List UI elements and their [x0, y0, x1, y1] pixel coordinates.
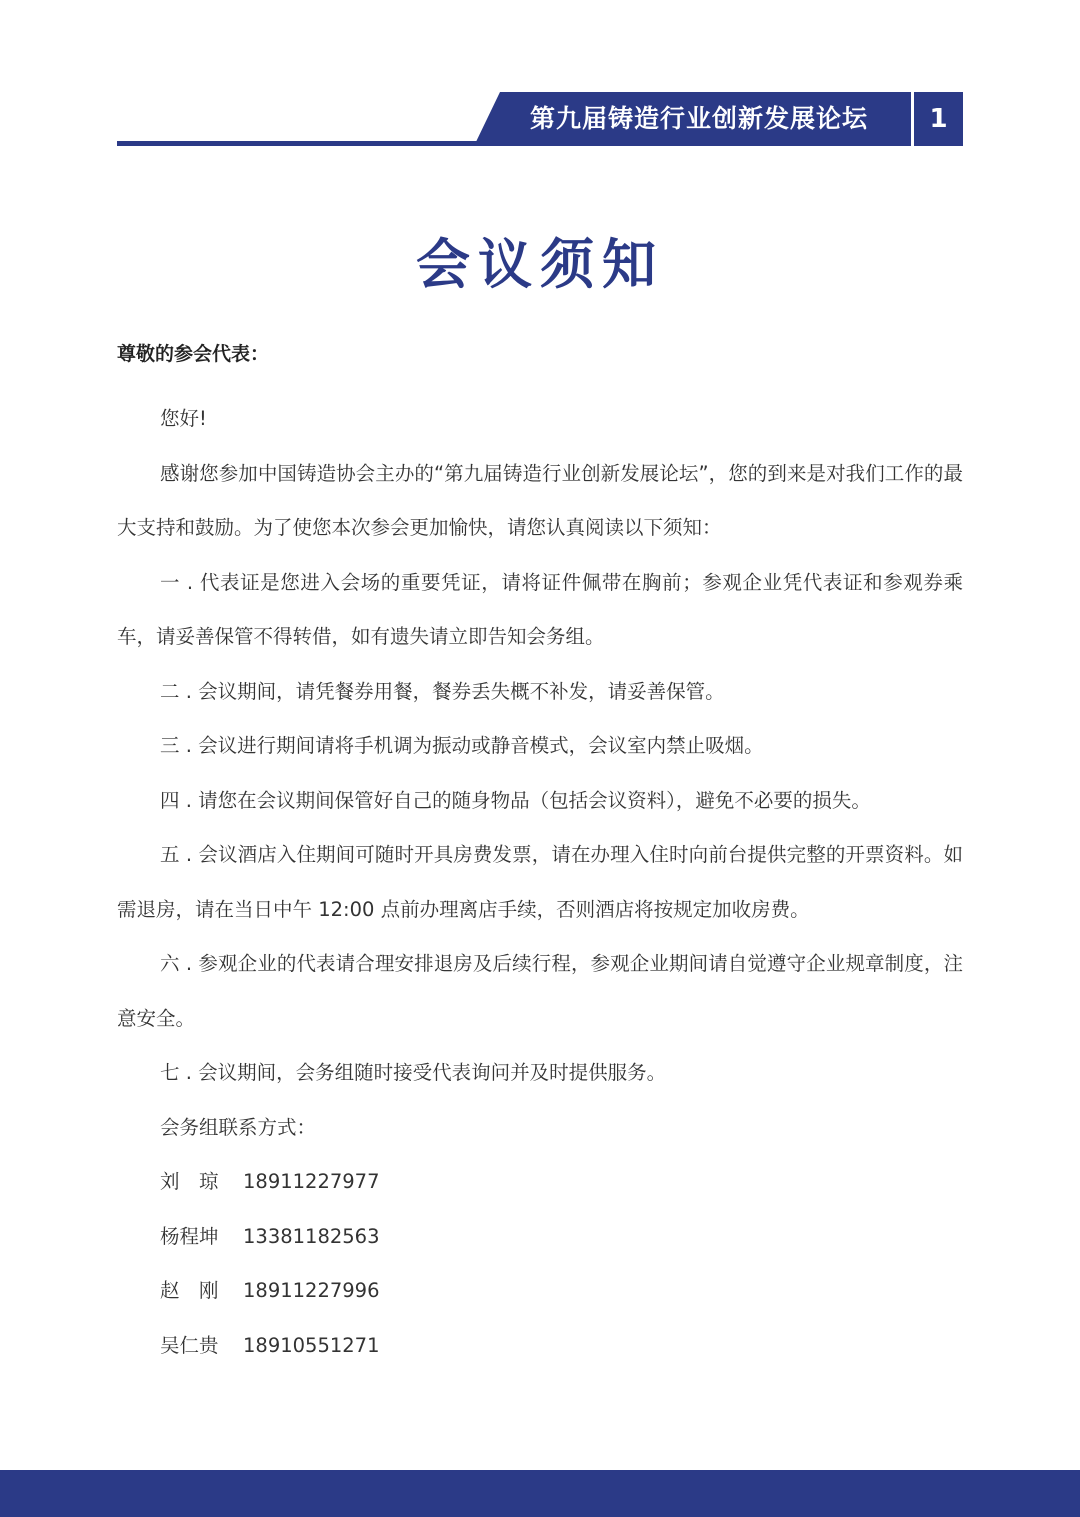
- contact-name: 杨程坤: [160, 1224, 219, 1248]
- footer-bar: [0, 1470, 1080, 1517]
- contact-name: 吴仁贵: [160, 1333, 219, 1357]
- notice-item-6: 六 . 参观企业的代表请合理安排退房及后续行程，参观企业期间请自觉遵守企业规章制度，注意安全。: [117, 952, 963, 1030]
- contact-phone: 18910551271: [243, 1333, 380, 1357]
- contact-name: 刘 琼: [160, 1170, 219, 1193]
- notice-item-5: 五 . 会议酒店入住期间可随时开具房费发票，请在办理入住时向前台提供完整的开票资料。如需退房，请在当日中午 12:00 点前办理离店手续，否则酒店将按规定加收房费。: [117, 843, 963, 921]
- salutation: 尊敬的参会代表：: [117, 343, 270, 365]
- notice-item-3: 三 . 会议进行期间请将手机调为振动或静音模式，会议室内禁止吸烟。: [160, 734, 764, 757]
- contact-phone: 18911227977: [243, 1170, 380, 1193]
- notice-item-4: 四 . 请您在会议期间保管好自己的随身物品（包括会议资料），避免不必要的损失。: [160, 788, 871, 812]
- contact-row: [117, 1210, 963, 1265]
- page-number: 1: [929, 104, 948, 134]
- contact-phone: 13381182563: [243, 1224, 380, 1248]
- notice-item-2: 二 . 会议期间，请凭餐券用餐，餐券丢失概不补发，请妥善保管。: [160, 679, 725, 703]
- contact-heading: 会务组联系方式：: [160, 1115, 317, 1139]
- contact-row: [117, 1155, 963, 1210]
- notice-item-7: 七 . 会议期间，会务组随时接受代表询问并及时提供服务。: [160, 1061, 667, 1084]
- contact-phone: 18911227996: [243, 1279, 380, 1302]
- greeting: 您好!: [160, 407, 207, 430]
- notice-item-1: 一 . 代表证是您进入会场的重要凭证，请将证件佩带在胸前；参观企业凭代表证和参观券乘车，请妥善保管不得转借，如有遗失请立即告知会务组。: [117, 570, 963, 648]
- document-body: [117, 337, 963, 1373]
- document-title: 会议须知: [416, 233, 664, 296]
- contact-row: [117, 1264, 963, 1319]
- contact-name: 赵 刚: [160, 1279, 219, 1302]
- header-title: 第九届铸造行业创新发展论坛: [530, 104, 869, 133]
- contact-row: [117, 1319, 963, 1374]
- intro-paragraph: 感谢您参加中国铸造协会主办的“第九届铸造行业创新发展论坛”，您的到来是对我们工作的最大支持和鼓励。为了使您本次参会更加愉快，请您认真阅读以下须知：: [117, 461, 963, 539]
